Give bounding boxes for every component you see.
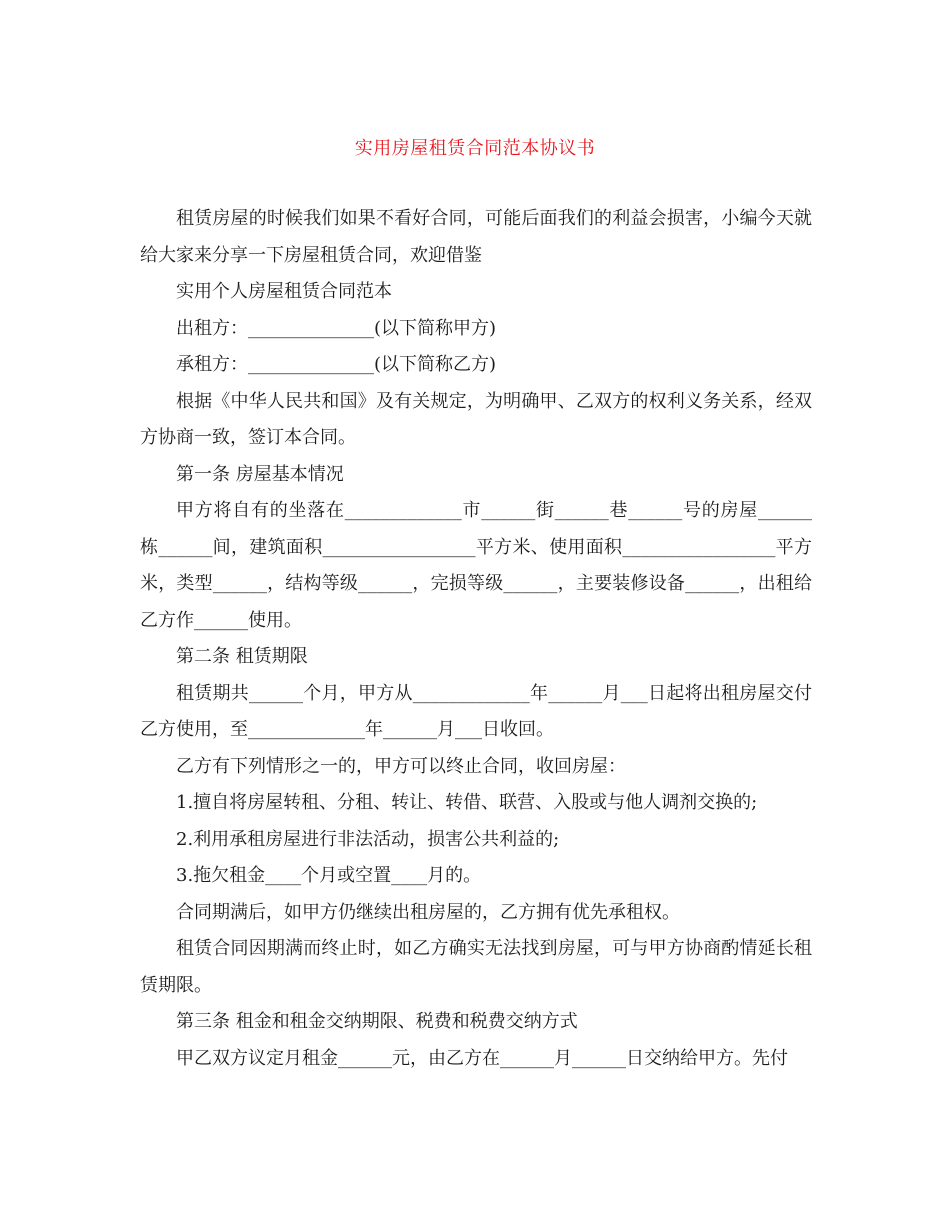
paragraph-intro: 租赁房屋的时候我们如果不看好合同，可能后面我们的利益会损害，小编今天就给大家来分享一下房屋租赁合同，欢迎借鉴 [140,208,812,266]
paragraph-subtitle: 实用个人房屋租赁合同范本 [176,281,392,302]
article-2-term: 租赁期共______个月，甲方从_____________年______月___日起将出租房屋交付乙方使用，至_____________年______月___日收回。 [140,682,812,740]
termination-item-2: 2.利用承租房屋进行非法活动，损害公共利益的; [176,828,560,850]
article-2-heading: 第二条 租赁期限 [176,646,308,667]
document-body [140,201,812,1077]
paragraph-basis: 根据《中华人民共和国》及有关规定，为明确甲、乙双方的权利义务关系，经双方协商一致，签订本合同。 [140,390,812,448]
paragraph-lessee: 承租方：______________(以下简称乙方) [176,354,497,375]
termination-item-1: 1.擅自将房屋转租、分租、转让、转借、联营、入股或与他人调剂交换的; [176,792,758,813]
article-2-extension: 租赁合同因期满而终止时，如乙方确实无法找到房屋，可与甲方协商酌情延长租赁期限。 [140,938,812,996]
article-1-body: 甲方将自有的坐落在_____________市______街______巷______号的房屋______栋______间，建筑面积_________________平方米、使用面积_________________平方米，类型______，结构等级______，完损等级______，主要装修设备______，出租给乙方作______使用。 [140,500,812,631]
article-2-termination-intro: 乙方有下列情形之一的，甲方可以终止合同，收回房屋： [176,755,626,777]
paragraph-lessor: 出租方：______________(以下简称甲方) [176,317,497,339]
article-2-renewal: 合同期满后，如甲方仍继续出租房屋的，乙方拥有优先承租权。 [176,901,680,923]
article-3-body: 甲乙双方议定月租金______元，由乙方在______月______日交纳给甲方。先付 [176,1047,788,1069]
document-title: 实用房屋租赁合同范本协议书 [354,138,596,159]
article-3-heading: 第三条 租金和租金交纳期限、税费和税费交纳方式 [176,1011,578,1032]
termination-item-3: 3.拖欠租金____个月或空置____月的。 [176,865,482,886]
article-1-heading: 第一条 房屋基本情况 [176,463,344,485]
